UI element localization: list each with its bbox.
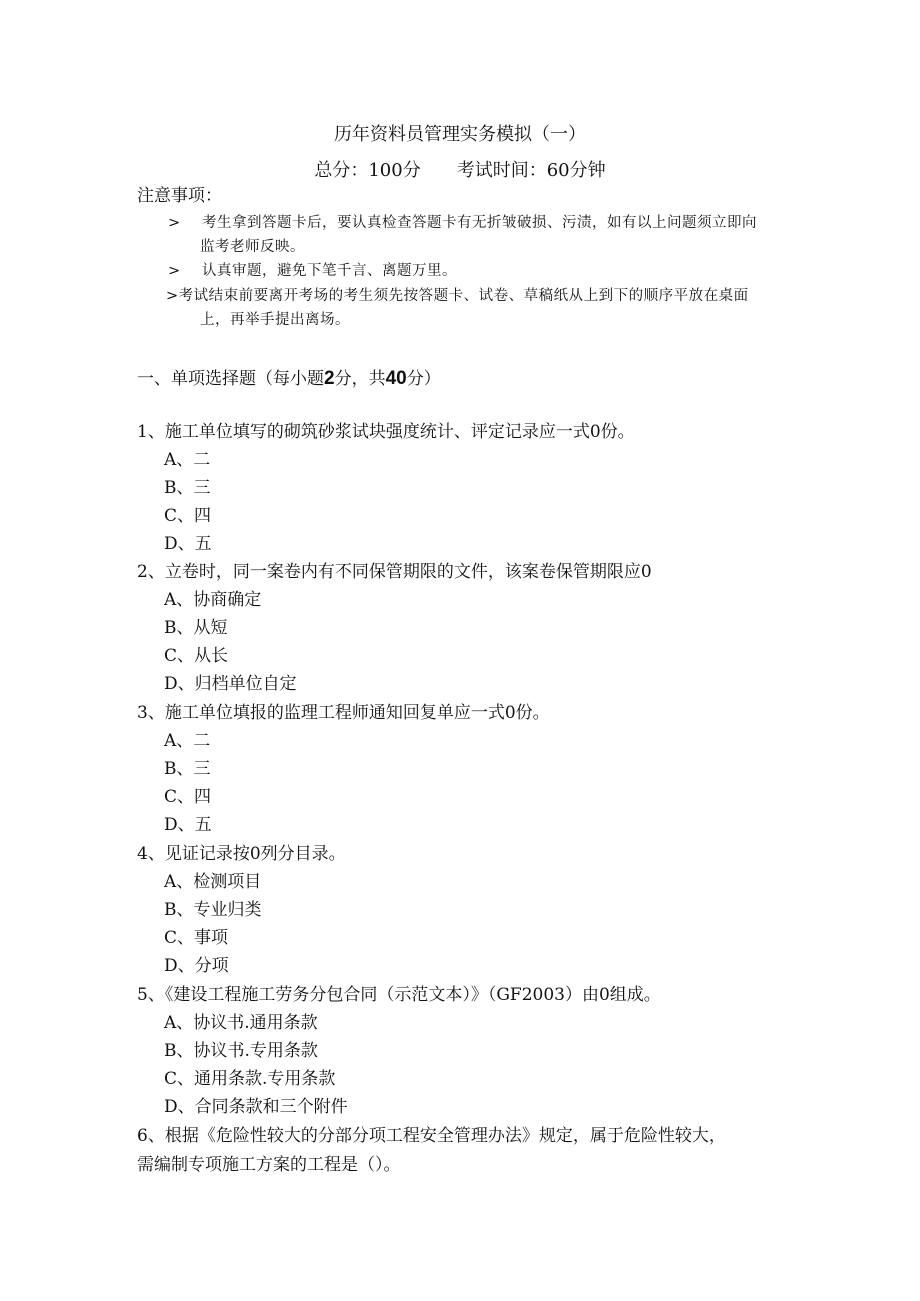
answer-option: A、二	[164, 450, 211, 470]
note-marker: >	[166, 288, 179, 304]
answer-option: B、三	[164, 759, 211, 779]
answer-option: C、事项	[164, 928, 229, 948]
question-text: 1、施工单位填写的砌筑砂浆试块强度统计、评定记录应一式0份。	[137, 422, 635, 442]
section-points: 2	[324, 368, 335, 389]
note-text: 考生拿到答题卡后，要认真检查答题卡有无折皱破损、污渍，如有以上问题须立即向	[202, 215, 757, 231]
note-marker: >	[168, 263, 181, 279]
question-text-continuation: 需编制专项施工方案的工程是（）。	[137, 1155, 401, 1175]
answer-option: D、合同条款和三个附件	[164, 1097, 348, 1117]
note-item	[166, 284, 749, 308]
answer-option: B、协议书.专用条款	[164, 1041, 318, 1061]
answer-option: A、二	[164, 731, 211, 751]
question-text: 2、立卷时，同一案卷内有不同保管期限的文件，该案卷保管期限应0	[137, 562, 652, 582]
answer-option: D、分项	[164, 956, 229, 976]
notes-heading: 注意事项：	[137, 186, 222, 206]
question-text: 5、《建设工程施工劳务分包合同（示范文本）》（GF2003）由0组成。	[137, 985, 661, 1005]
answer-option: C、四	[164, 506, 212, 526]
answer-option: A、检测项目	[164, 872, 262, 892]
question-text: 6、根据《危险性较大的分部分项工程安全管理办法》规定，属于危险性较大，	[137, 1126, 726, 1146]
note-marker: >	[168, 215, 181, 231]
answer-option: D、五	[164, 815, 212, 835]
answer-option: D、五	[164, 534, 212, 554]
section-heading	[137, 366, 441, 392]
answer-option: B、从短	[164, 618, 228, 638]
section-prefix: 一、单项选择题（每小题	[137, 369, 324, 389]
answer-option: C、四	[164, 787, 212, 807]
exam-title: 历年资料员管理实务模拟（一）	[334, 124, 586, 145]
note-item	[168, 259, 457, 283]
note-item	[168, 211, 757, 235]
note-continuation: 上，再举手提出离场。	[200, 312, 350, 328]
answer-option: B、三	[164, 478, 211, 498]
section-middle: 分，共	[334, 369, 386, 389]
note-text: 认真审题，避免下笔千言、离题万里。	[202, 263, 457, 279]
answer-option: C、通用条款.专用条款	[164, 1069, 336, 1089]
total-score: 总分：100分	[314, 160, 421, 181]
answer-option: D、归档单位自定	[164, 674, 297, 694]
question-text: 3、施工单位填报的监理工程师通知回复单应一式0份。	[137, 703, 550, 723]
section-suffix: 分）	[406, 369, 441, 389]
answer-option: B、专业归类	[164, 900, 262, 920]
question-text: 4、见证记录按0列分目录。	[137, 844, 346, 864]
exam-time: 考试时间：60分钟	[456, 160, 606, 181]
note-text: 考试结束前要离开考场的考生须先按答题卡、试卷、草稿纸从上到下的顺序平放在桌面	[178, 288, 749, 304]
section-total: 40	[385, 368, 407, 389]
answer-option: A、协商确定	[164, 590, 262, 610]
note-continuation: 监考老师反映。	[200, 239, 305, 255]
exam-meta	[0, 158, 920, 184]
answer-option: C、从长	[164, 646, 229, 666]
answer-option: A、协议书.通用条款	[164, 1013, 318, 1033]
